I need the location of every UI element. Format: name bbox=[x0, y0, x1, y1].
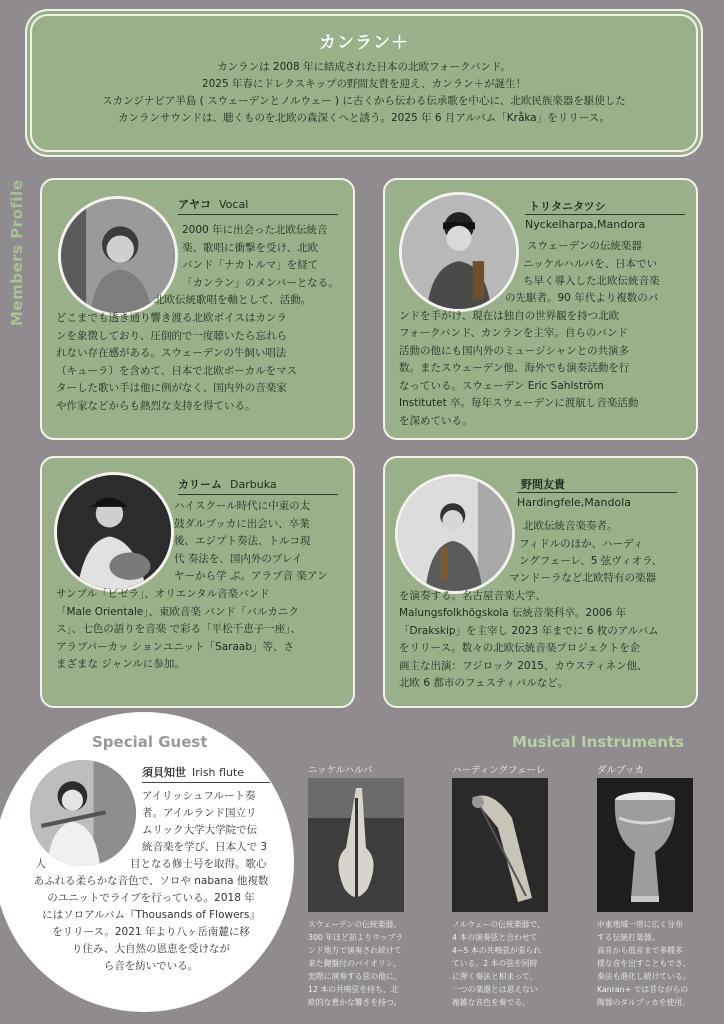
members-profile-label: Members Profile bbox=[8, 179, 26, 327]
member-card-noma bbox=[383, 456, 698, 708]
member-role-noma: Hardingfele,Mandola bbox=[517, 496, 632, 509]
intro-banner bbox=[30, 14, 698, 152]
member-bio-karim: ハイスクール時代に中東の太 鼓ダルブッカに出会い、卒業 後、エジプト奏法、トルコ現 代 奏法を、国内外のプレイ ヤーから学 ぶ。アラブ音 楽アン bbox=[174, 500, 328, 582]
member-bio-ayako-cont: 北欧伝統歌唱を軸として、活動。 bbox=[154, 294, 312, 306]
name-rule bbox=[178, 214, 338, 215]
member-name-noma: 野間友貴 bbox=[521, 478, 565, 491]
guest-bio-top: アイリッシュフルート奏 者。アイルランド国立リ ムリック大学大学院で伝 統音楽を学び、日本人で 3 bbox=[142, 790, 268, 853]
instruments-heading: Musical Instruments bbox=[512, 733, 685, 751]
guest-name: 須貝知世 Irish flute bbox=[142, 766, 245, 779]
instrument-desc-nyckelharpa: スウェーデンの伝統楽器。 300 年ほど前よりウップラ ンド地方で演奏され続けて 来た鍵盤付のバイオリン。 実際に演奏する弦の他に、 12 本の共鳴弦を持ち、北 欧的な豊かな響きを持つ。 bbox=[308, 920, 404, 1007]
intro-line-1: カンランは 2008 年に結成された日本の北欧フォークバンド。 bbox=[217, 61, 511, 73]
guest-bio-wide: 人 目となる修士号を取得。歌心 あふれる柔らかな音色で、ソロや nabana 他複数 のユニットでライブを行っている。2018 年 にはソロアルバム『Thousands of Flowers』 をリリース。2021 年より八ヶ岳南麓に移 り住み、大自然の恩恵を受けなが ら音を紡いでいる。 bbox=[33, 858, 269, 972]
member-photo-karim bbox=[54, 472, 174, 592]
instrument-desc-hardingfele: ノルウェーの伝統楽器で、 4 本の演奏弦と合わせて 4~5 本の共鳴弦が張られ ている。2 本の弦を同時 に弾く奏法と相まって、 一つの楽器とは思えない 複雑な音色を奏でる。 bbox=[452, 920, 545, 1007]
intro-line-3: スカンジナビア半島 ( スウェーデンとノルウェー ) に古くから伝わる伝承歌を中心に、北欧民族楽器を駆使した bbox=[102, 95, 626, 107]
member-name-ayako: アヤコ Vocal bbox=[178, 198, 249, 211]
member-name-karim: カリーム Darbuka bbox=[178, 478, 277, 491]
name-rule bbox=[517, 492, 677, 493]
member-bio-noma: 北欧伝統音楽奏者。 フィドルのほか、ハーディ ングフェーレ、5 弦ヴィオラ、 bbox=[519, 520, 663, 567]
member-card-karim bbox=[40, 456, 355, 708]
instrument-photo-nyckelharpa bbox=[308, 778, 404, 912]
member-bio-karim-wide: サンブル「ビゼラ」、オリエンタル音楽バンド 「Male Orientale」、東欧音楽 バンド「バルカニク ス」、七色の語りを音楽 で彩る「平松千恵子一座」、 アラブパーカッ ションユニット「Saraab」等、さ まざまな ジャンルに参加。 bbox=[56, 588, 301, 670]
intro-line-4: カンランサウンドは、聴くものを北欧の森深くへと誘う。2025 年 6 月アルバム「Kråka」をリリース。 bbox=[117, 112, 610, 124]
instrument-desc-darbuka: 中東地域一帯に広く分布 する伝統打楽器。 高音から低音まで多種多 様な音を出すこともでき、 奏法も進化し続けている。 Kanran+ では昔ながらの 陶器のダルブッカを使用。 bbox=[597, 920, 691, 1007]
member-bio-ayako-wide: どこまでも透き通り響き渡る北欧ボイスはカンラ ンを象徴しており、圧倒的で一度聴いたら忘れら れない存在感がある。スウェーデンの牛飼い唱法 （キューラ）を含めて、日本で北欧ボーカルをマス ターした歌い手は他に例がなく、国内外の音楽家 や作家などからも熱烈な支持を得ている。 bbox=[56, 312, 298, 412]
guest-name-rule bbox=[142, 782, 270, 783]
special-guest-heading: Special Guest bbox=[92, 733, 208, 751]
member-role-toritani: Nyckelharpa,Mandora bbox=[525, 218, 646, 231]
intro-line-2: 2025 年春にドレクスキップの野間友貴を迎え、カンラン＋が誕生！ bbox=[201, 78, 527, 90]
member-bio-toritani: スウェーデンの伝統楽器 ニッケルハルパを、日本でい ち早く導入した北欧伝統音楽 bbox=[523, 240, 660, 287]
name-rule bbox=[525, 214, 685, 215]
member-card-ayako bbox=[40, 178, 355, 440]
instrument-photo-hardingfele bbox=[452, 778, 548, 912]
band-title: カンラン＋ bbox=[319, 33, 409, 53]
member-bio-noma-wide: マンドーラなど北欧特有の楽器 を演奏する。名古屋音楽大学、 Malungsfolkhögskola 伝統音楽科卒。2006 年 「Drakskip」を主宰し 2023 年までに 6 枚のアルバム をリリース。数々の北欧伝統音楽プロジェクトを企 画主な出演：フジロック 2015、カウスティネン他、 北欧 6 都市のフェスティバルなど。 bbox=[399, 572, 659, 689]
instrument-label-hardingfele: ハーディングフェーレ bbox=[452, 765, 546, 776]
member-bio-toritani-wide: の先駆者。90 年代より複数のバ ンドを手がけ、現在は独自の世界観を持つ北欧 フォークバンド、カンランを主宰。自らのバンド 活動の他にも国内外のミュージシャンとの共演多 数。またスウェーデン他、海外でも演奏活動を行 なっている。スウェーデン Eric Sahlström Institutet 卒。毎年スウェーデンに渡航し音楽活動 を深めている。 bbox=[399, 292, 659, 427]
instrument-label-nyckelharpa: ニッケルハルパ bbox=[308, 765, 373, 776]
member-bio-ayako: 2000 年に出会った北欧伝統音 楽、歌唱に衝撃を受け、北欧 バンド「ナカトルマ」を経て 「カンラン」のメンバーとなる。 bbox=[182, 224, 339, 289]
name-rule bbox=[178, 494, 338, 495]
member-name-toritani: トリタニタツシ bbox=[529, 200, 606, 213]
guest-photo bbox=[30, 760, 136, 866]
instrument-label-darbuka: ダルブッカ bbox=[597, 765, 644, 776]
member-card-toritani bbox=[383, 178, 698, 440]
instrument-photo-darbuka bbox=[597, 778, 693, 912]
